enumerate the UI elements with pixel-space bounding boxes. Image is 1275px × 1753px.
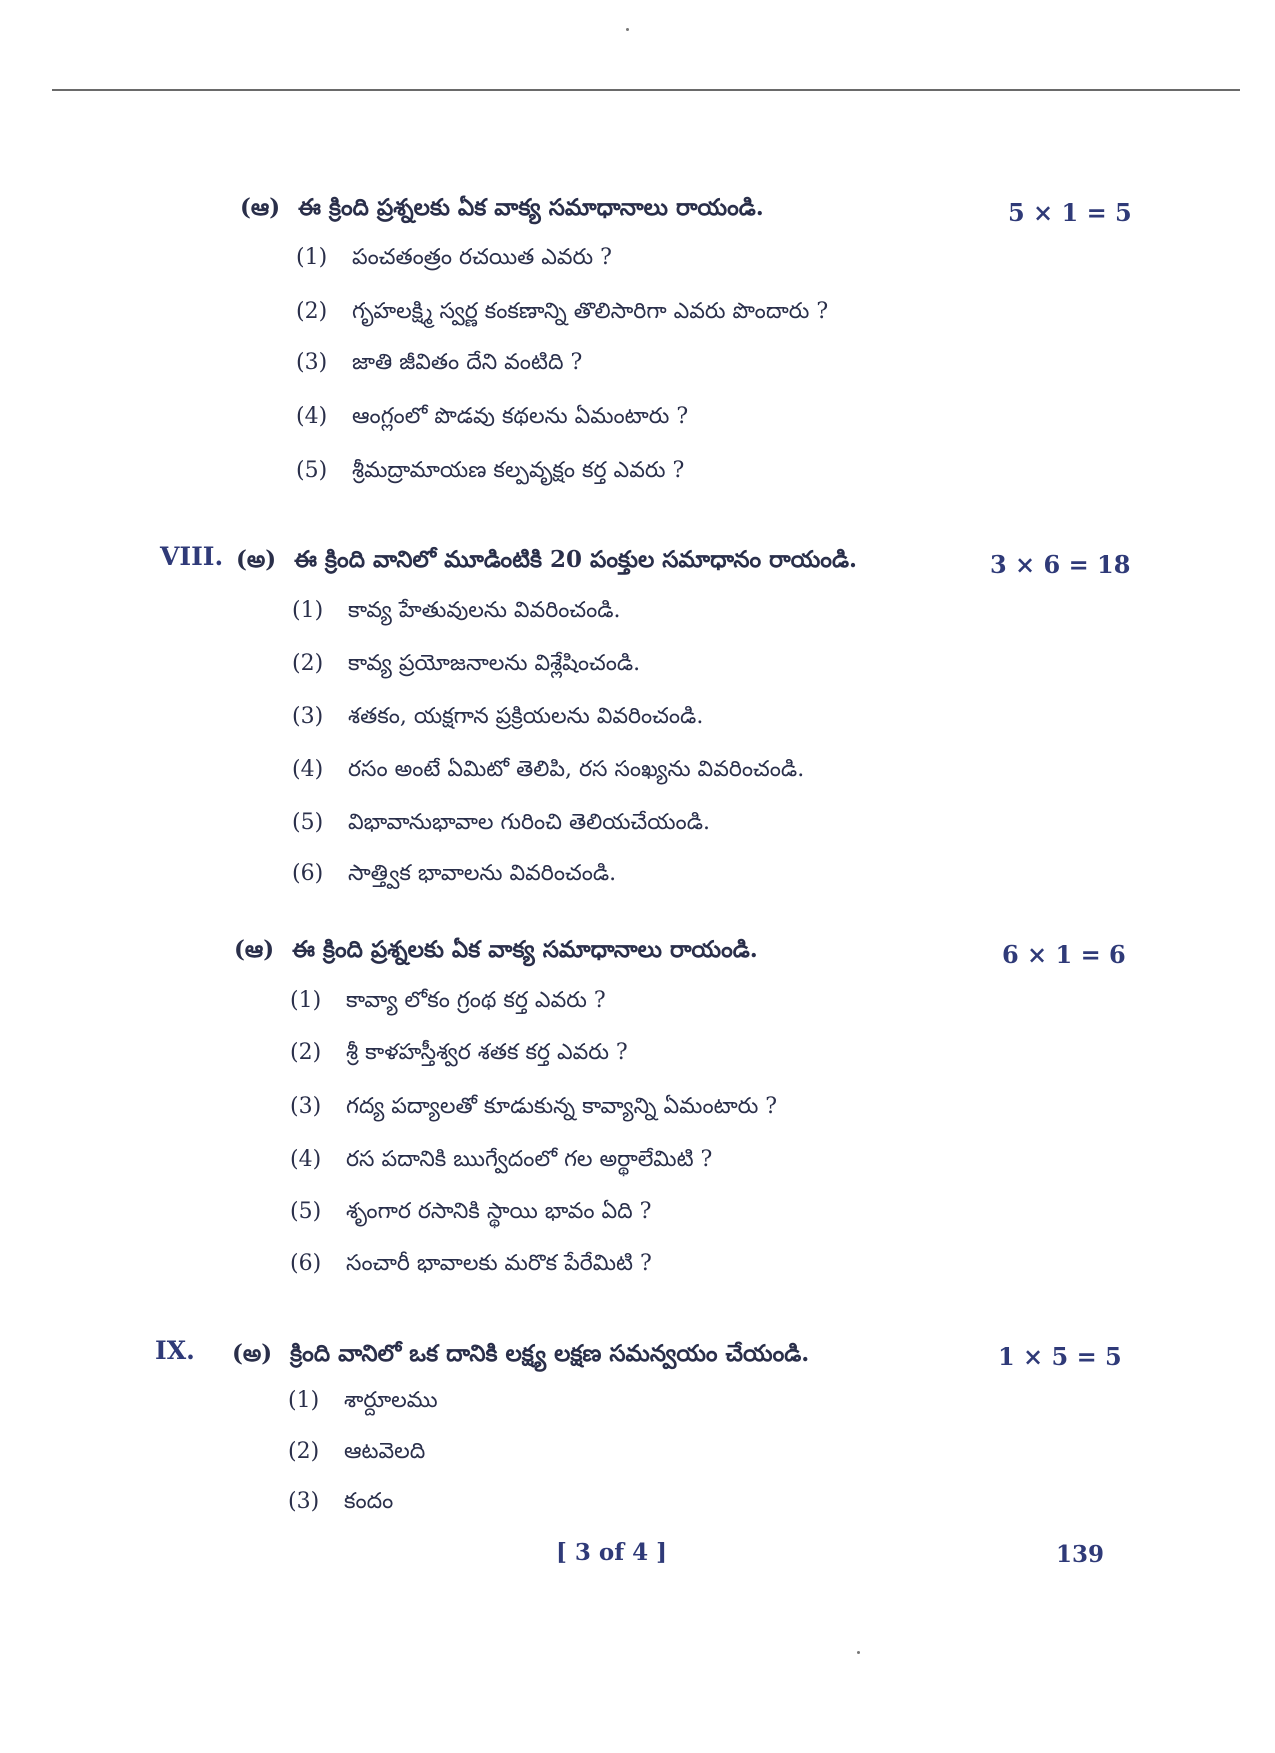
section-7b-marks: 5 × 1 = 5 xyxy=(1008,198,1132,227)
section-8a-marks: 3 × 6 = 18 xyxy=(990,550,1131,579)
question-item: (1) కావ్య హేతువులను వివరించండి. xyxy=(292,598,621,623)
question-item: (4) ఆంగ్లంలో పొడవు కథలను ఏమంటారు ? xyxy=(296,404,689,429)
question-item: (3) గద్య పద్యాలతో కూడుకున్న కావ్యాన్ని ఏమంటారు ? xyxy=(290,1094,778,1119)
section-9-number: IX. xyxy=(155,1336,195,1365)
question-item: (5) శృంగార రసానికి స్థాయి భావం ఏది ? xyxy=(290,1199,652,1224)
scan-speck xyxy=(857,1651,860,1654)
section-9a-marks: 1 × 5 = 5 xyxy=(998,1342,1122,1371)
question-item: (2) గృహలక్ష్మి స్వర్ణ కంకణాన్ని తొలిసారిగా ఎవరు పొందారు ? xyxy=(296,299,829,324)
question-item: (3) కందం xyxy=(288,1489,394,1514)
question-item: (5) శ్రీమద్రామాయణ కల్పవృక్షం కర్త ఎవరు ? xyxy=(296,458,685,483)
question-item: (6) సాత్త్విక భావాలను వివరించండి. xyxy=(292,861,617,886)
question-item: (4) రసం అంటే ఏమిటో తెలిపి, రస సంఖ్యను వివరించండి. xyxy=(292,757,805,782)
question-item: (3) జాతి జీవితం దేని వంటిది ? xyxy=(296,350,583,375)
question-item: (6) సంచారీ భావాలకు మరొక పేరేమిటి ? xyxy=(290,1251,652,1276)
question-item: (1) పంచతంత్రం రచయిత ఎవరు ? xyxy=(296,245,612,270)
section-8b-marks: 6 × 1 = 6 xyxy=(1002,940,1126,969)
question-item: (3) శతకం, యక్షగాన ప్రక్రియలను వివరించండి. xyxy=(292,704,704,729)
page-indicator: [ 3 of 4 ] xyxy=(556,1539,668,1566)
top-rule xyxy=(52,89,1240,91)
section-9a-heading: (అ) క్రింది వానిలో ఒక దానికి లక్ష్య లక్షణ సమన్వయం చేయండి. xyxy=(232,1340,810,1367)
section-7b-heading: (ఆ) ఈ క్రింది ప్రశ్నలకు ఏక వాక్య సమాధానాలు రాయండి. xyxy=(240,194,764,221)
question-item: (2) శ్రీ కాళహస్తీశ్వర శతక కర్త ఎవరు ? xyxy=(290,1040,628,1065)
page-number: 139 xyxy=(1056,1541,1105,1568)
scan-speck xyxy=(626,28,629,31)
section-8-number: VIII. xyxy=(160,542,224,571)
question-item: (1) శార్దూలము xyxy=(288,1388,438,1413)
question-item: (4) రస పదానికి ఋగ్వేదంలో గల అర్థాలేమిటి ? xyxy=(290,1147,713,1172)
section-8b-heading: (ఆ) ఈ క్రింది ప్రశ్నలకు ఏక వాక్య సమాధానాలు రాయండి. xyxy=(234,936,758,963)
question-item: (5) విభావానుభావాల గురించి తెలియచేయండి. xyxy=(292,810,710,835)
section-8a-heading: (అ) ఈ క్రింది వానిలో మూడింటికి 20 పంక్తుల సమాధానం రాయండి. xyxy=(236,546,857,573)
question-item: (2) ఆటవెలది xyxy=(288,1439,426,1464)
question-item: (1) కావ్యా లోకం గ్రంథ కర్త ఎవరు ? xyxy=(290,988,606,1013)
question-item: (2) కావ్య ప్రయోజనాలను విశ్లేషించండి. xyxy=(292,651,641,676)
